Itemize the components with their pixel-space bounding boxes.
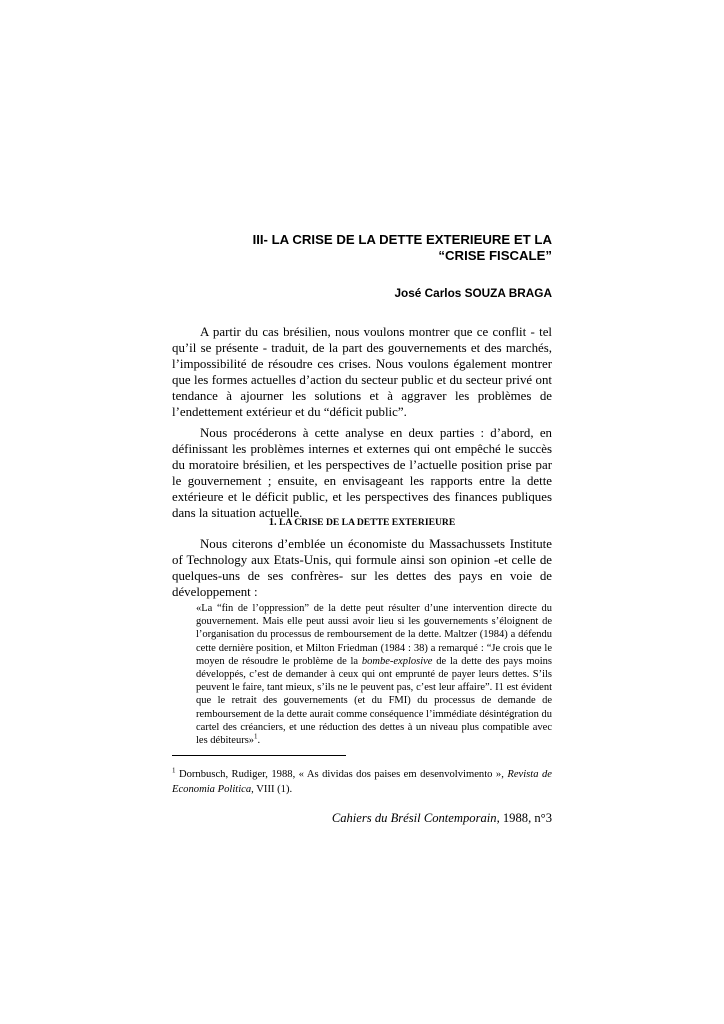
article-title	[172, 232, 552, 264]
intro-paragraph-1: A partir du cas brésilien, nous voulons montrer que ce conflit - tel qu’il se présente - traduit, de la part des gouvernements et des marchés, l’impossibilité de résoudre ces crises. Nous voulons également montrer que les formes actuelles d’action du secteur public et du secteur privé ont tendance à ajourner les solutions et à aggraver les problèmes de l’endettement extérieur et du “déficit public”.	[172, 325, 552, 420]
quote-end: .	[257, 735, 261, 747]
author-name: José Carlos SOUZA BRAGA	[394, 286, 552, 300]
section-1-title: LA CRISE DE LA DETTE EXTERIEURE	[279, 517, 456, 528]
footnote-journal: Revista de Economia Politica	[172, 769, 552, 795]
quote-text	[196, 602, 552, 747]
section-1-number: 1.	[268, 517, 277, 528]
footnote-reference[interactable]: 1	[254, 732, 258, 741]
intro-section	[172, 324, 552, 521]
block-quote	[196, 602, 552, 747]
section-1-paragraph: Nous citerons d’emblée un économiste du Massachussets Institute of Technology aux Etats-Unis, qui formule ainsi son opinion -et celle de quelques-uns de ses confrères- sur les dettes des pays en voie de développement :	[172, 537, 552, 600]
section-1-body	[172, 536, 552, 600]
footnote-marker: 1	[172, 766, 176, 775]
footnote	[172, 768, 552, 797]
journal-name: Cahiers du Brésil Contemporain,	[331, 811, 500, 825]
journal-issue: 1988, n°3	[499, 811, 552, 825]
quote-italic-term: bombe-explosive	[361, 655, 433, 667]
footnote-citation: Dornbusch, Rudiger, 1988, « As dividas dos paises em desenvolvimento »,	[175, 769, 508, 780]
section-1-heading	[172, 517, 552, 529]
footnote-text	[172, 768, 552, 797]
title-line-1: III- LA CRISE DE LA DETTE EXTERIEURE ET LA	[252, 232, 552, 247]
quote-part-2: de la dette des pays moins développés, c’est de demander à ceux qui ont emprunté de payer leurs dettes. S’ils peuvent le faire, tant mieux, s’ils ne le peuvent pas, c’est leur affaire”. I1 est évident que le retrait des gouvernements (et du FMI) du processus de demande de remboursement de la dette aurait comme conséquence l’immédiate désintégration du cartel des créanciers, et une réduction des dettes à un niveau plus compatible avec les débiteurs»	[196, 655, 552, 747]
quote-part-1: «La “fin de l’oppression” de la dette peut résulter d’une intervention directe du gouvernement. Mais elle peut aussi avoir lieu si les gouvernements s’éloignent de l’organisation du processus de remboursement de la dette. Maltzer (1984) a défendu cette dernière position, et Milton Friedman (1984 : 38) a remarqué : “Je crois que le moyen de résoudre le problème de la	[196, 603, 552, 667]
journal-footer	[172, 810, 552, 826]
title-line-2: “CRISE FISCALE”	[438, 248, 552, 263]
footnote-volume: , VIII (1).	[251, 783, 293, 795]
intro-paragraph-2: Nous procéderons à cette analyse en deux parties : d’abord, en définissant les problèmes internes et externes qui ont empêché le succès du moratoire brésilien, et les perspectives de l’actuelle position prise par le gouvernement ; ensuite, en envisageant les rapports entre la dette extérieure et le déficit public, et les perspectives des finances publiques dans la situation actuelle.	[172, 425, 552, 521]
footnote-separator	[172, 755, 346, 756]
